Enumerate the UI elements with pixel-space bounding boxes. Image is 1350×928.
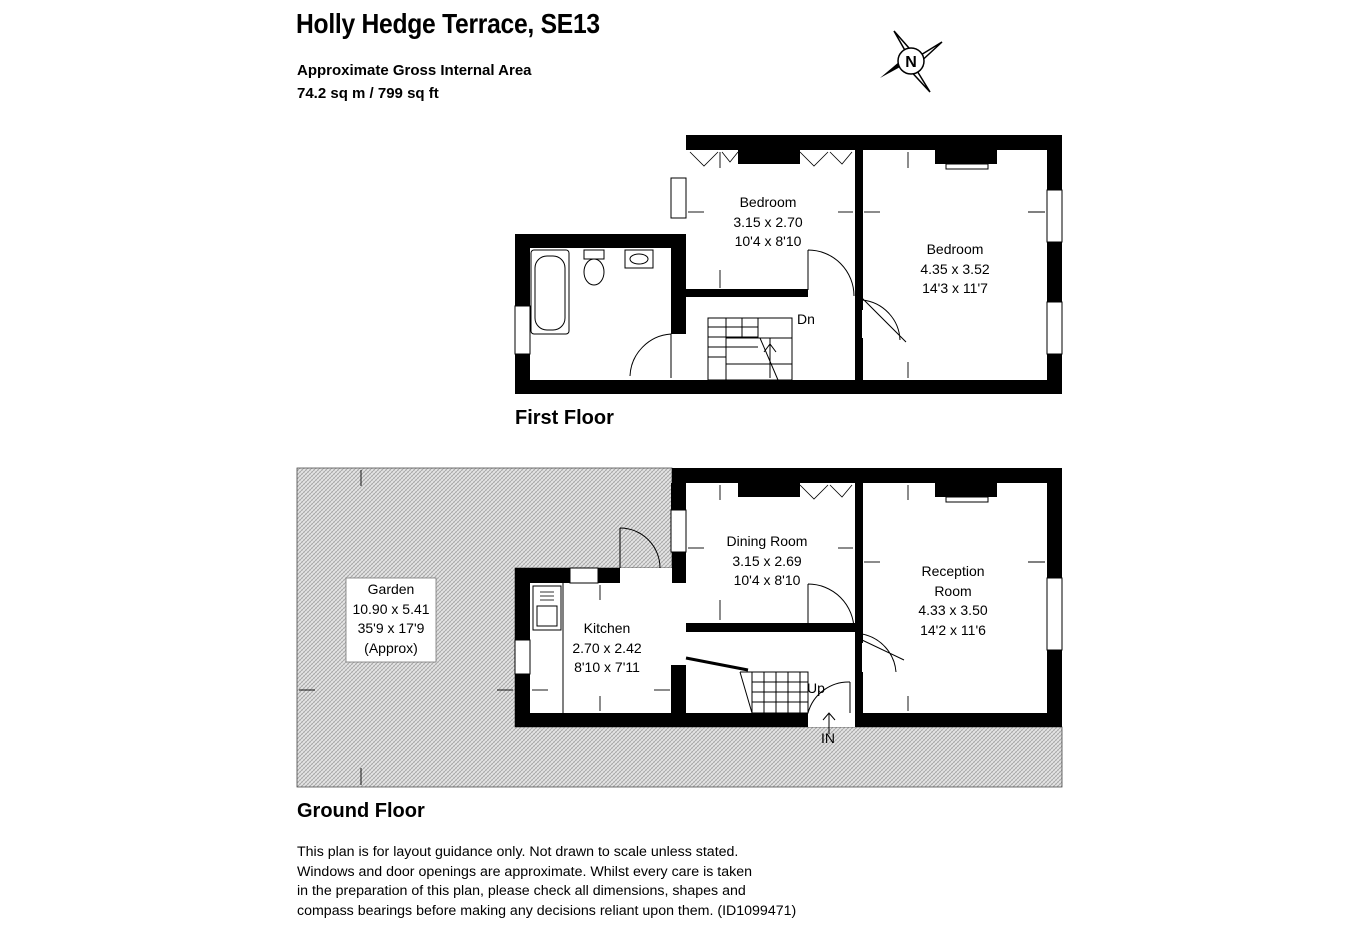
compass-letter: N — [905, 54, 917, 71]
room-label-bedroom-1 — [733, 193, 802, 252]
room-imperial: 14'3 x 11'7 — [922, 280, 988, 296]
area-value: 74.2 sq m / 799 sq ft — [297, 85, 439, 102]
room-name: Garden — [367, 581, 415, 597]
disclaimer — [297, 843, 796, 921]
room-metric: 4.33 x 3.50 — [918, 602, 988, 618]
room-imperial: 10'4 x 8'10 — [733, 572, 801, 588]
room-name: Kitchen — [583, 620, 631, 636]
room-metric: 3.15 x 2.69 — [732, 552, 802, 569]
room-imperial: 14'2 x 11'6 — [920, 621, 986, 638]
room-metric: 3.15 x 2.70 — [733, 213, 803, 230]
room-name: Dining Room — [726, 533, 808, 549]
room-name: Bedroom — [739, 194, 797, 210]
room-name-2: Room — [934, 582, 972, 599]
disclaimer-line: in the preparation of this plan, please check all dimensions, shapes and — [297, 883, 746, 899]
room-imperial: 10'4 x 8'10 — [734, 233, 802, 249]
page-title: Holly Hedge Terrace, SE13 — [296, 8, 600, 39]
stairs-up-label: Up — [807, 680, 825, 696]
room-imperial: 8'10 x 7'11 — [574, 659, 640, 675]
room-note: (Approx) — [364, 639, 418, 656]
room-metric: 2.70 x 2.42 — [572, 639, 642, 656]
room-name: Reception — [921, 563, 985, 579]
room-name: Bedroom — [926, 241, 984, 257]
room-metric: 4.35 x 3.52 — [920, 260, 990, 277]
disclaimer-line: Windows and door openings are approximate. Whilst every care is taken — [297, 863, 753, 880]
first-floor-label: First Floor — [515, 407, 614, 429]
stairs-down-label: Dn — [797, 311, 815, 327]
disclaimer-line: compass bearings before making any decisions reliant upon them. (ID1099471) — [297, 902, 797, 919]
room-label-garden — [352, 580, 429, 658]
room-label-kitchen — [572, 619, 641, 678]
area-label: Approximate Gross Internal Area — [297, 62, 532, 79]
room-label-bedroom-2 — [920, 240, 989, 299]
room-imperial: 35'9 x 17'9 — [357, 620, 425, 636]
disclaimer-line: This plan is for layout guidance only. Not drawn to scale unless stated. — [297, 844, 739, 860]
room-label-dining-room — [727, 532, 808, 591]
entrance-label: IN — [821, 730, 835, 746]
room-label-reception-room — [918, 562, 987, 640]
ground-floor-label: Ground Floor — [297, 800, 425, 822]
room-metric: 10.90 x 5.41 — [352, 600, 430, 617]
